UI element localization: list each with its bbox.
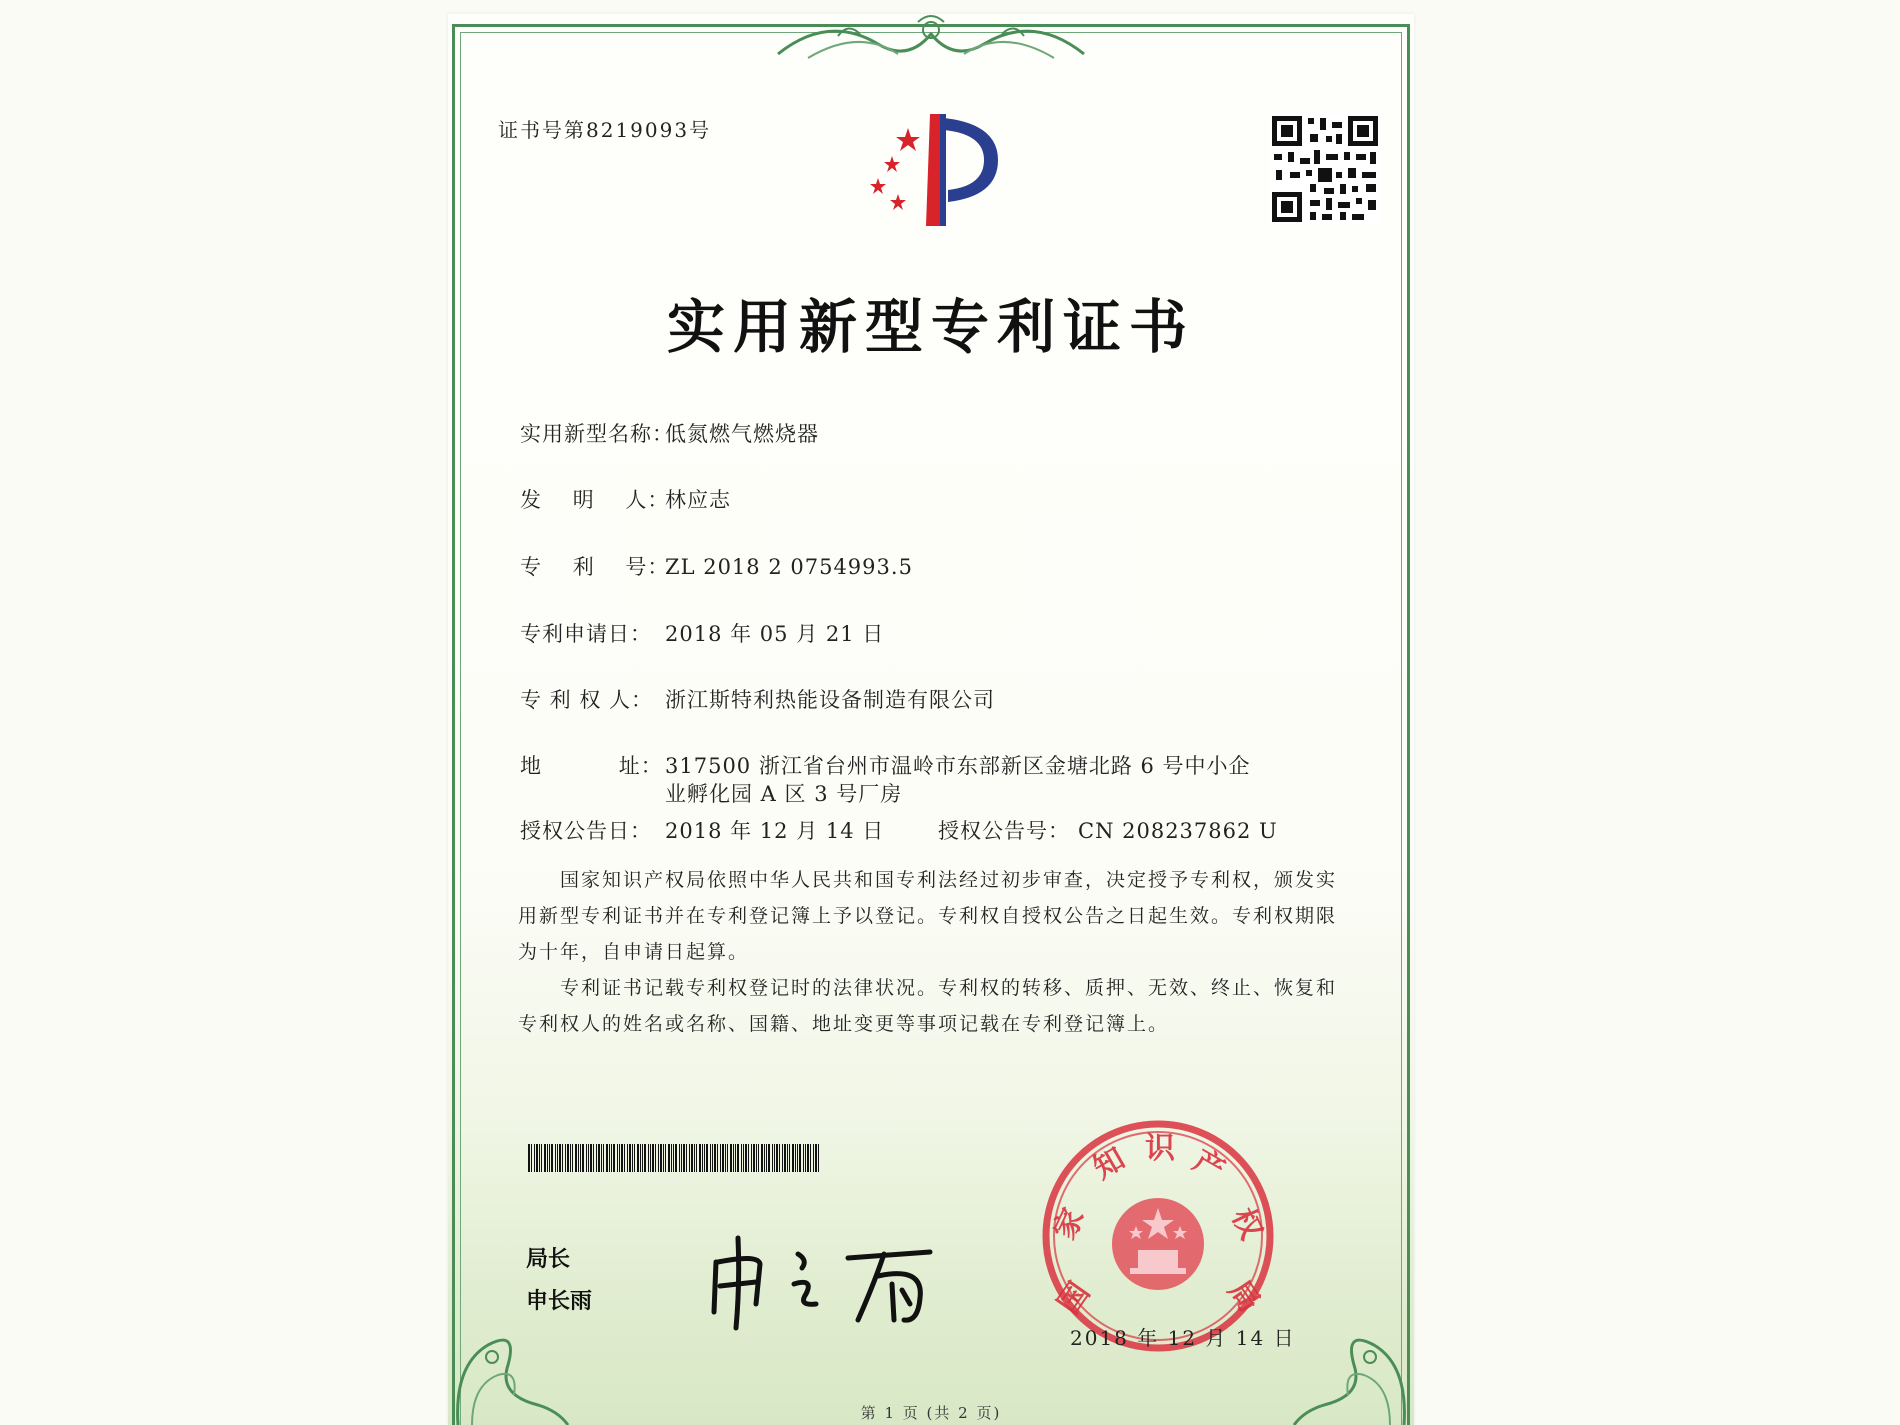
svg-text:家: 家 [1047, 1202, 1092, 1245]
page-footer: 第 1 页 (共 2 页) [860, 1404, 1002, 1422]
patent-office-emblem-icon [848, 98, 1018, 238]
svg-text:国: 国 [1051, 1276, 1098, 1321]
grant-date-value: 2018 年 12 月 14 日 [665, 819, 885, 843]
certificate-title: 实用新型专利证书 [666, 293, 1195, 361]
patentee-label: 专 利 权 人： [520, 688, 654, 712]
svg-text:知: 知 [1087, 1141, 1131, 1187]
svg-text:产: 产 [1187, 1143, 1231, 1189]
director-name: 申长雨 [526, 1289, 593, 1314]
grant-date-field [520, 815, 884, 845]
certificate-number: 证书号第8219093号 [498, 118, 712, 142]
patent-number-value: ZL 2018 2 0754993.5 [665, 555, 913, 579]
address-field-line2 [665, 778, 902, 808]
inventor-value: 林应志 [665, 488, 731, 512]
svg-text:识: 识 [1145, 1131, 1175, 1166]
address-label: 地 址： [520, 754, 663, 778]
certificate-paragraph-1: 国家知识产权局依照中华人民共和国专利法经过初步审查，决定授予专利权，颁发实用新型专利证书并在专利登记簿上予以登记。专利权自授权公告之日起生效。专利权期限为十年，自申请日起算。 [518, 869, 1338, 963]
qr-code-icon [1270, 114, 1380, 224]
utility-model-name-field [520, 418, 819, 448]
utility-model-name-value: 低氮燃气燃烧器 [665, 422, 819, 446]
director-signature-icon [698, 1224, 938, 1334]
publication-number-field [938, 815, 1278, 845]
application-date-field [520, 618, 884, 648]
svg-text:局: 局 [1220, 1274, 1267, 1319]
inventor-field [520, 484, 731, 514]
application-date-label: 专利申请日： [520, 622, 652, 646]
seal-date: 2018 年 12 月 14 日 [1070, 1326, 1296, 1350]
publication-number-value: CN 208237862 U [1078, 819, 1278, 843]
address-field [520, 750, 1251, 780]
patentee-value: 浙江斯特利热能设备制造有限公司 [665, 688, 995, 712]
patent-certificate [448, 14, 1414, 1425]
grant-date-label: 授权公告日： [520, 819, 652, 843]
application-date-value: 2018 年 05 月 21 日 [665, 622, 885, 646]
official-seal-icon [1038, 1116, 1278, 1356]
patent-number-field [520, 551, 913, 581]
director-title: 局长 [526, 1247, 571, 1272]
address-value-line2: 业孵化园 A 区 3 号厂房 [665, 782, 903, 806]
svg-text:权: 权 [1224, 1202, 1269, 1245]
patent-number-label: 专 利 号： [520, 555, 670, 579]
publication-number-label: 授权公告号： [938, 819, 1070, 843]
address-value-line1: 317500 浙江省台州市温岭市东部新区金塘北路 6 号中小企 [665, 754, 1251, 778]
utility-model-name-label: 实用新型名称： [520, 422, 674, 446]
certificate-paragraph-2: 专利证书记载专利权登记时的法律状况。专利权的转移、质押、无效、终止、恢复和专利权人的姓名或名称、国籍、地址变更等事项记载在专利登记簿上。 [518, 977, 1338, 1035]
patentee-field [520, 684, 995, 714]
inventor-label: 发 明 人： [520, 488, 670, 512]
top-ornament-icon [768, 14, 1094, 68]
barcode-icon [528, 1144, 822, 1172]
